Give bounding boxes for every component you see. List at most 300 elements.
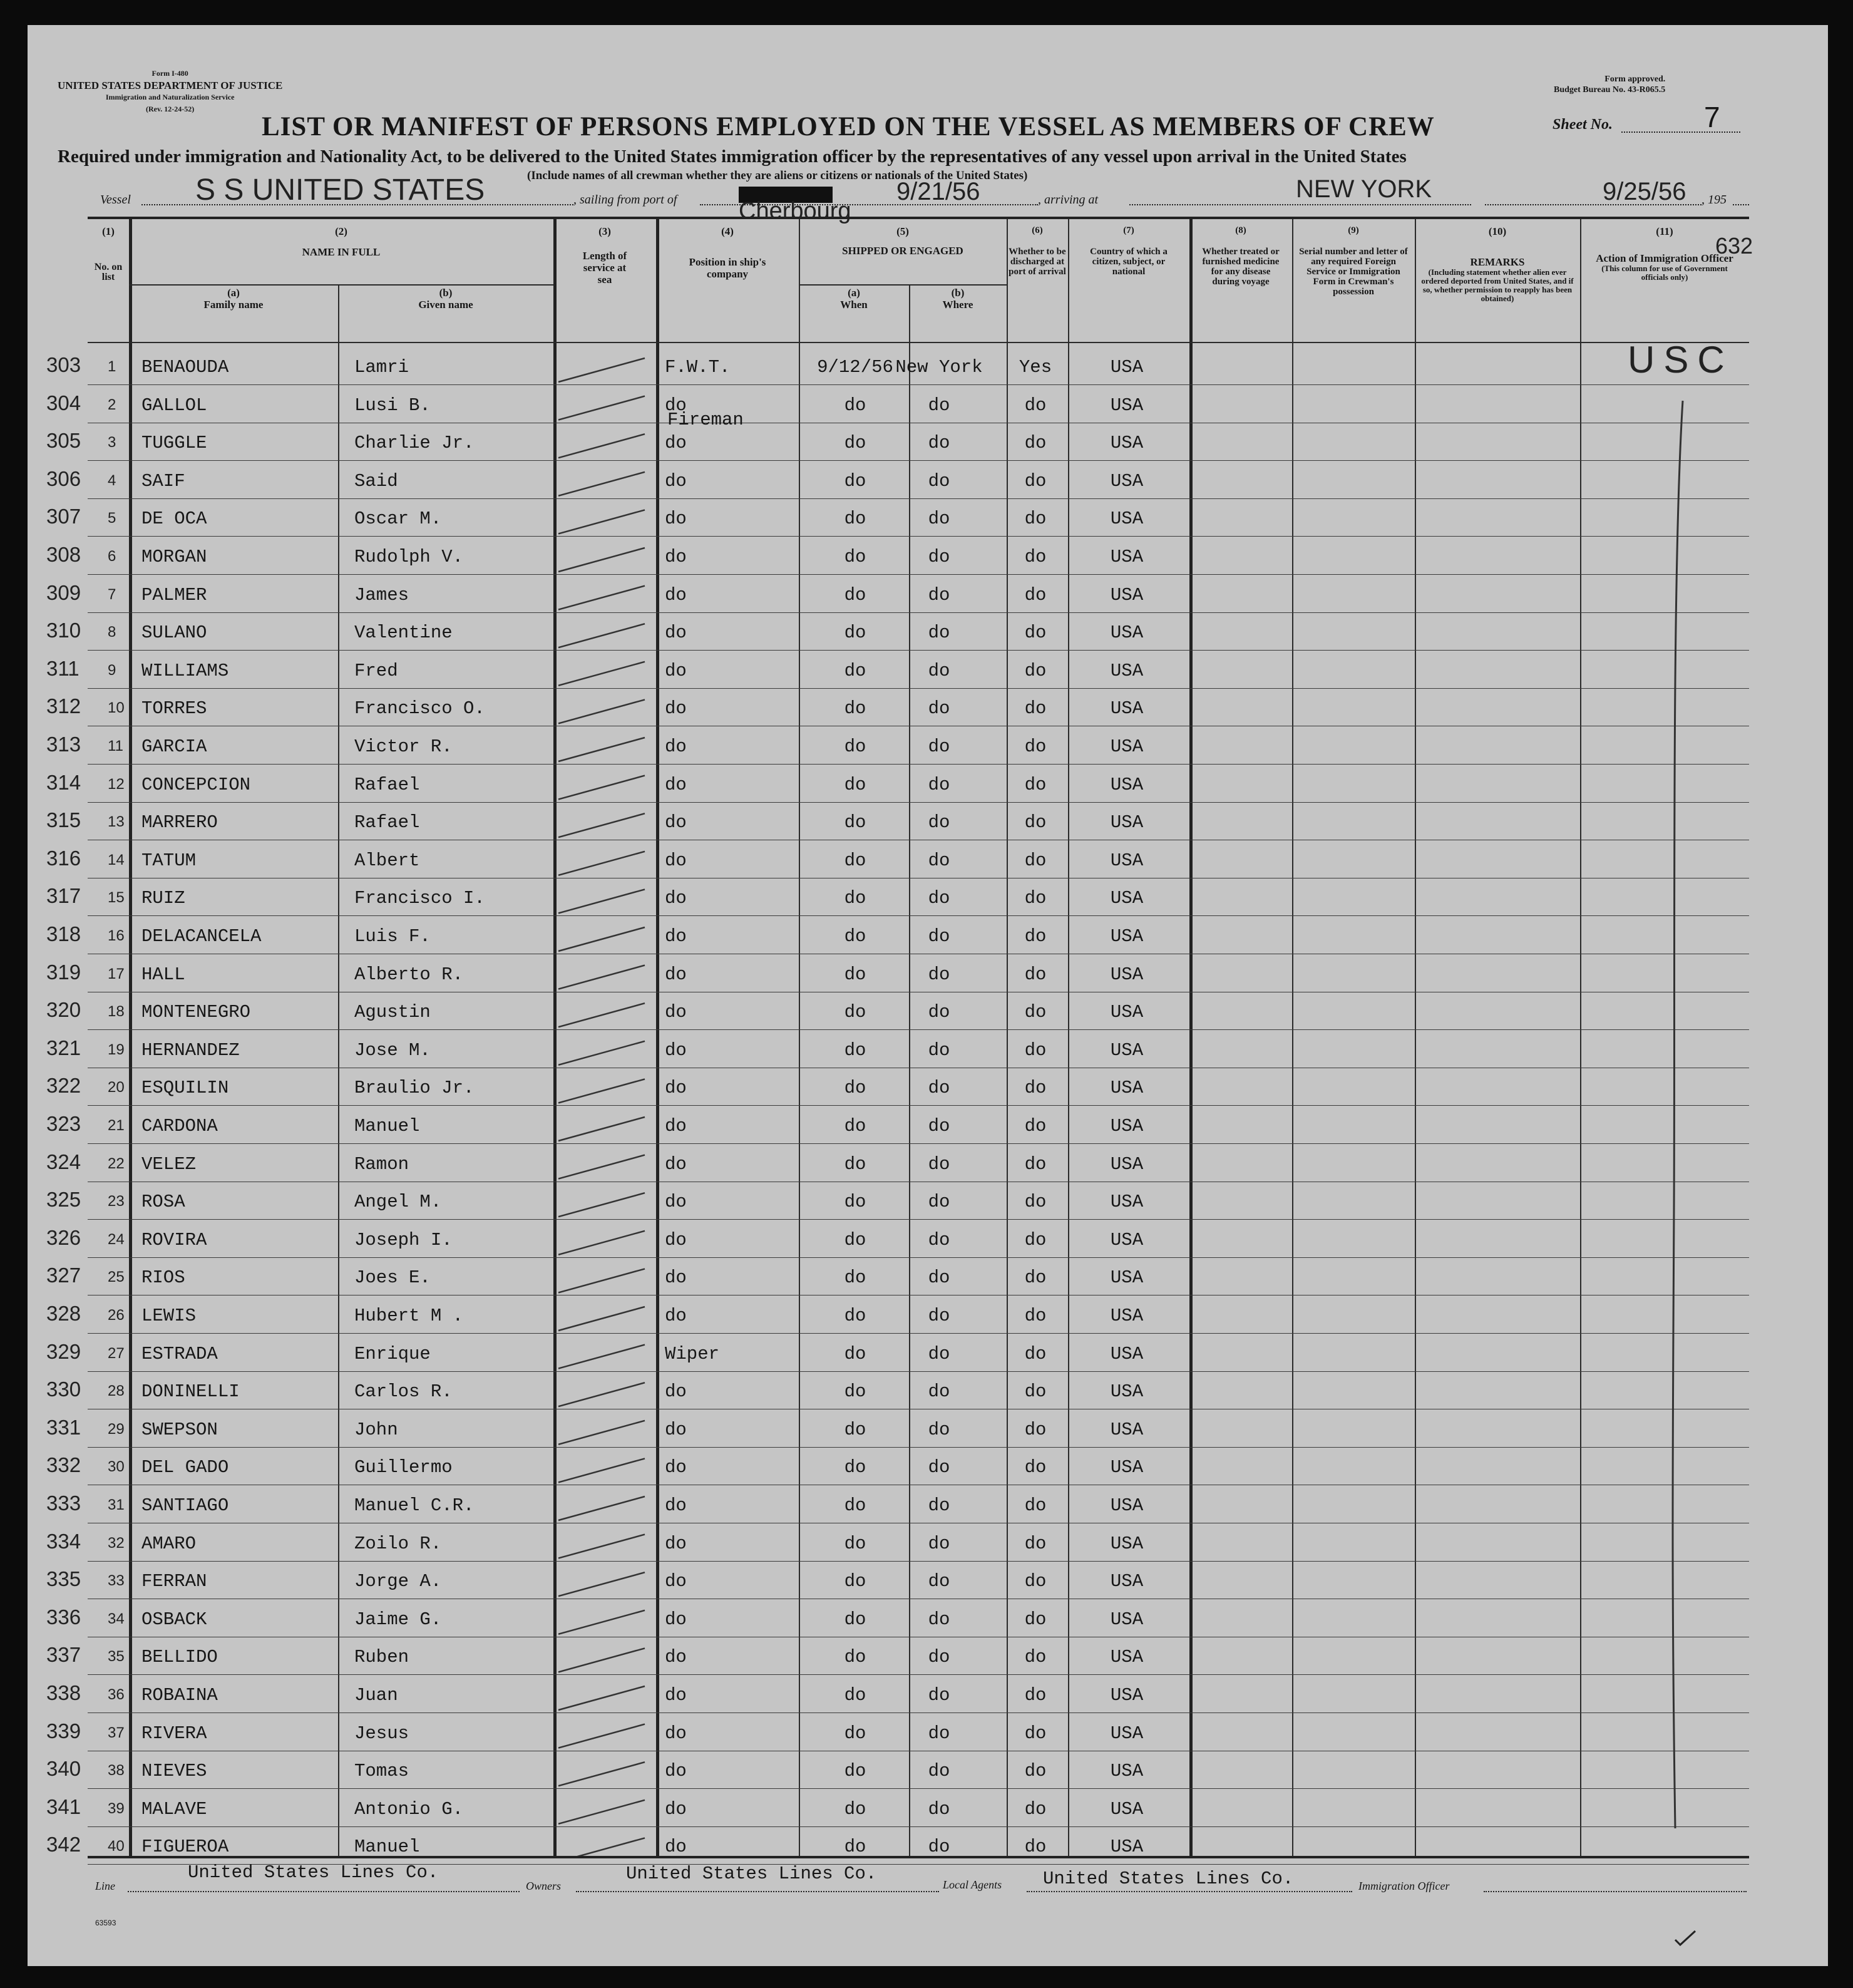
sheet-label: Sheet No. xyxy=(1553,116,1613,133)
print-code: 63593 xyxy=(95,1918,116,1927)
list-line-number: 19 xyxy=(108,1041,125,1058)
manifest-number: 314 xyxy=(46,770,81,794)
shipped-where: do xyxy=(928,1798,950,1820)
list-line-number: 32 xyxy=(108,1534,125,1552)
given-name: Manuel xyxy=(354,1116,420,1136)
list-line-number: 28 xyxy=(108,1383,125,1400)
given-name: Rudolph V. xyxy=(354,547,464,567)
manifest-number: 321 xyxy=(46,1036,81,1059)
owners-label: Owners xyxy=(526,1880,562,1892)
header-length-of-service: (3) Length of service at sea xyxy=(582,225,627,286)
shipped-when: do xyxy=(844,1723,866,1744)
shipped-when: do xyxy=(844,660,866,681)
shipped-when: do xyxy=(844,1419,866,1440)
list-line-number: 37 xyxy=(108,1724,125,1741)
manifest-number: 305 xyxy=(46,429,81,453)
discharged-flag: do xyxy=(1024,1685,1047,1706)
discharged-flag: do xyxy=(1024,1039,1047,1061)
country: USA xyxy=(1110,357,1144,378)
country: USA xyxy=(1110,1381,1144,1403)
shipped-where: do xyxy=(928,1343,950,1364)
ship-position: do xyxy=(665,1116,687,1136)
shipped-where: do xyxy=(928,1761,950,1782)
manifest-number: 308 xyxy=(46,543,81,566)
shipped-when: do xyxy=(844,1078,866,1099)
given-name: Lusi B. xyxy=(354,394,431,416)
given-name: Ramon xyxy=(354,1153,409,1175)
vessel-name: S S UNITED STATES xyxy=(195,173,485,207)
header-serial-number: (9) Serial number and letter of any required Foreign Service or Immigration Form in Crewman's possession xyxy=(1299,225,1408,297)
year-label: , 195 xyxy=(1702,193,1727,207)
shipped-when: do xyxy=(844,622,866,644)
approval-line: Form approved. xyxy=(1604,75,1666,84)
discharged-flag: do xyxy=(1024,622,1047,644)
list-line-number: 35 xyxy=(108,1648,125,1666)
family-name: GARCIA xyxy=(141,736,207,757)
discharged-flag: do xyxy=(1024,850,1047,871)
shipped-when: do xyxy=(844,888,866,909)
shipped-where: do xyxy=(928,1229,950,1250)
country: USA xyxy=(1110,850,1144,871)
discharged-flag: do xyxy=(1024,584,1047,605)
manifest-number: 331 xyxy=(46,1415,81,1439)
header-country: (7) Country of which a citizen, subject, or national xyxy=(1090,225,1168,277)
list-line-number: 31 xyxy=(108,1496,125,1513)
manifest-number: 340 xyxy=(46,1757,81,1781)
country: USA xyxy=(1110,1002,1144,1023)
country: USA xyxy=(1110,964,1144,985)
family-name: GALLOL xyxy=(141,394,207,416)
ship-position: do xyxy=(665,660,687,681)
manifest-number: 307 xyxy=(46,505,81,528)
given-name: Alberto R. xyxy=(354,964,464,985)
shipped-when: do xyxy=(844,1533,866,1554)
shipped-when: do xyxy=(844,1343,866,1364)
manifest-number: 339 xyxy=(46,1719,81,1743)
discharged-flag: do xyxy=(1024,1836,1047,1858)
country: USA xyxy=(1110,1457,1144,1478)
list-line-number: 22 xyxy=(108,1155,125,1172)
discharged-flag: do xyxy=(1024,698,1047,719)
subtitle: Required under immigration and Nationality Act, to be delivered to the United States immigration officer by the representatives of any vessel upon arrival in the United States xyxy=(58,147,1407,167)
arrival-port: NEW YORK xyxy=(1296,175,1432,203)
shipped-where: do xyxy=(928,1116,950,1136)
shipped-when: do xyxy=(844,1495,866,1516)
ship-position: do xyxy=(665,1836,687,1858)
given-name: Fred xyxy=(354,660,398,681)
country: USA xyxy=(1110,584,1144,605)
shipped-when: do xyxy=(844,926,866,947)
shipped-where: do xyxy=(928,433,950,454)
list-line-number: 8 xyxy=(108,624,116,641)
list-line-number: 5 xyxy=(108,510,116,527)
family-name: BENAOUDA xyxy=(141,357,229,378)
header-discharged: (6) Whether to be discharged at port of arrival xyxy=(1009,225,1066,277)
given-name: Lamri xyxy=(354,357,409,378)
ship-position: do xyxy=(665,1571,687,1592)
discharged-flag: do xyxy=(1024,1306,1047,1326)
vessel-label: Vessel xyxy=(100,193,131,207)
discharged-flag: do xyxy=(1024,1192,1047,1213)
list-line-number: 29 xyxy=(108,1420,125,1438)
family-name: DEL GADO xyxy=(141,1457,229,1478)
given-name: Angel M. xyxy=(354,1192,442,1213)
discharged-flag: do xyxy=(1024,888,1047,909)
country: USA xyxy=(1110,1533,1144,1554)
given-name: Juan xyxy=(354,1685,398,1706)
ship-position: do xyxy=(665,1798,687,1820)
family-name: NIEVES xyxy=(141,1761,207,1782)
officer-ditto-line xyxy=(1659,394,1690,1835)
header-family-name: (a) Family name xyxy=(203,287,264,311)
family-name: ROBAINA xyxy=(141,1685,218,1706)
country: USA xyxy=(1110,774,1144,795)
family-name: SULANO xyxy=(141,622,207,644)
given-name: Guillermo xyxy=(354,1457,453,1478)
shipped-when: do xyxy=(844,850,866,871)
ship-position: do xyxy=(665,508,687,530)
discharged-flag: do xyxy=(1024,1457,1047,1478)
country: USA xyxy=(1110,888,1144,909)
family-name: MALAVE xyxy=(141,1798,207,1820)
family-name: MONTENEGRO xyxy=(141,1002,251,1023)
ship-position: F.W.T. xyxy=(665,357,731,378)
shipped-when: do xyxy=(844,547,866,567)
manifest-number: 303 xyxy=(46,353,81,376)
header-position: (4) Position in ship's company xyxy=(689,225,766,280)
list-line-number: 39 xyxy=(108,1800,125,1817)
list-line-number: 30 xyxy=(108,1458,125,1476)
shipped-when: do xyxy=(844,1457,866,1478)
given-name: Tomas xyxy=(354,1761,409,1782)
arrival-date: 9/25/56 xyxy=(1603,178,1686,205)
subnote: (Include names of all crewman whether they are aliens or citizens or nationals of the United States) xyxy=(527,169,1028,182)
department-name: UNITED STATES DEPARTMENT OF JUSTICE xyxy=(58,80,283,91)
manifest-number: 312 xyxy=(46,694,81,718)
family-name: HALL xyxy=(141,964,185,985)
shipped-where: do xyxy=(928,1419,950,1440)
family-name: BELLIDO xyxy=(141,1647,218,1668)
ship-position: do xyxy=(665,964,687,985)
country: USA xyxy=(1110,1571,1144,1592)
shipped-where: do xyxy=(928,964,950,985)
shipped-where: do xyxy=(928,1723,950,1744)
family-name: DELACANCELA xyxy=(141,926,262,947)
list-line-number: 25 xyxy=(108,1269,125,1286)
given-name: Ruben xyxy=(354,1647,409,1668)
country: USA xyxy=(1110,736,1144,757)
ship-position: do xyxy=(665,1723,687,1744)
family-name: TORRES xyxy=(141,698,207,719)
family-name: TUGGLE xyxy=(141,433,207,454)
shipped-where: do xyxy=(928,470,950,492)
shipped-where: do xyxy=(928,1039,950,1061)
port-label: , sailing from port of xyxy=(573,193,677,207)
header-remarks: (10) REMARKS (Including statement whether alien ever ordered deported from United States, and if so, whether permission to reapply has been obtained) xyxy=(1421,225,1574,303)
given-name: Rafael xyxy=(354,774,420,795)
given-name: Jesus xyxy=(354,1723,409,1744)
ship-position: do xyxy=(665,1419,687,1440)
budget-bureau-line: Budget Bureau No. 43-R065.5 xyxy=(1554,85,1666,95)
given-name: Antonio G. xyxy=(354,1798,464,1820)
ship-position: do xyxy=(665,812,687,833)
shipped-where: do xyxy=(928,1609,950,1630)
shipped-where: do xyxy=(928,1192,950,1213)
family-name: MORGAN xyxy=(141,547,207,567)
family-name: RIVERA xyxy=(141,1723,207,1744)
shipped-where: do xyxy=(928,584,950,605)
shipped-when: do xyxy=(844,1153,866,1175)
manifest-number: 316 xyxy=(46,846,81,870)
shipped-where: do xyxy=(928,1381,950,1403)
page-stamp: 632 xyxy=(1715,233,1753,259)
country: USA xyxy=(1110,1192,1144,1213)
discharged-flag: do xyxy=(1024,660,1047,681)
given-name: Rafael xyxy=(354,812,420,833)
immigration-officer-label: Immigration Officer xyxy=(1358,1880,1450,1892)
given-name: Valentine xyxy=(354,622,453,644)
country: USA xyxy=(1110,394,1144,416)
header-list-number: (1) No. on list xyxy=(94,225,123,282)
shipped-when: do xyxy=(844,1798,866,1820)
list-line-number: 17 xyxy=(108,965,125,982)
family-name: ESTRADA xyxy=(141,1343,218,1364)
shipped-when: do xyxy=(844,1571,866,1592)
header-where: (b) Where xyxy=(942,287,973,311)
discharged-flag: do xyxy=(1024,1002,1047,1023)
service-name: Immigration and Naturalization Service xyxy=(105,93,235,101)
discharged-flag: do xyxy=(1024,926,1047,947)
discharged-flag: do xyxy=(1024,394,1047,416)
manifest-number: 315 xyxy=(46,808,81,832)
shipped-when: do xyxy=(844,584,866,605)
list-line-number: 6 xyxy=(108,548,116,565)
country: USA xyxy=(1110,812,1144,833)
country: USA xyxy=(1110,1267,1144,1289)
shipped-where: do xyxy=(928,736,950,757)
ship-position: do xyxy=(665,850,687,871)
ship-position: do xyxy=(665,1002,687,1023)
manifest-number: 328 xyxy=(46,1302,81,1325)
ship-position: do xyxy=(665,1192,687,1213)
list-line-number: 23 xyxy=(108,1193,125,1210)
manifest-number: 329 xyxy=(46,1339,81,1363)
list-line-number: 4 xyxy=(108,471,116,489)
family-name: TATUM xyxy=(141,850,197,871)
family-name: ROSA xyxy=(141,1192,185,1213)
shipped-where: do xyxy=(928,1457,950,1478)
departure-port: Cherbourg xyxy=(739,198,851,224)
ship-position: do xyxy=(665,926,687,947)
shipped-when: do xyxy=(844,1647,866,1668)
line-label: Line xyxy=(95,1880,116,1892)
shipped-when: do xyxy=(844,1685,866,1706)
family-name: CONCEPCION xyxy=(141,774,251,795)
shipped-when: do xyxy=(844,470,866,492)
ship-position: do xyxy=(665,1229,687,1250)
shipped-when: do xyxy=(844,1116,866,1136)
fireman-annotation: Fireman xyxy=(667,409,744,430)
page-title: LIST OR MANIFEST OF PERSONS EMPLOYED ON THE VESSEL AS MEMBERS OF CREW xyxy=(262,112,1435,142)
ship-position: Wiper xyxy=(665,1343,720,1364)
manifest-number: 330 xyxy=(46,1378,81,1401)
country: USA xyxy=(1110,698,1144,719)
discharged-flag: do xyxy=(1024,1153,1047,1175)
shipped-when: do xyxy=(844,698,866,719)
discharged-flag: do xyxy=(1024,1798,1047,1820)
country: USA xyxy=(1110,1419,1144,1440)
given-name: Jorge A. xyxy=(354,1571,442,1592)
ship-position: do xyxy=(665,1761,687,1782)
country: USA xyxy=(1110,1685,1144,1706)
sheet-number: 7 xyxy=(1704,101,1720,133)
manifest-number: 323 xyxy=(46,1112,81,1135)
header-given-name: (b) Given name xyxy=(418,287,473,311)
form-number: Form I-480 xyxy=(151,69,188,78)
manifest-number: 332 xyxy=(46,1453,81,1477)
discharged-flag: do xyxy=(1024,1343,1047,1364)
list-line-number: 15 xyxy=(108,889,125,907)
country: USA xyxy=(1110,1343,1144,1364)
manifest-number: 311 xyxy=(46,656,80,680)
list-line-number: 18 xyxy=(108,1003,125,1021)
shipped-where: do xyxy=(928,1836,950,1858)
ship-position: do xyxy=(665,584,687,605)
list-line-number: 40 xyxy=(108,1838,125,1855)
ship-position: do xyxy=(665,1609,687,1630)
list-line-number: 16 xyxy=(108,927,125,944)
given-name: Luis F. xyxy=(354,926,431,947)
list-line-number: 38 xyxy=(108,1762,125,1779)
manifest-number: 310 xyxy=(46,619,81,642)
manifest-number: 309 xyxy=(46,580,81,604)
shipped-where: do xyxy=(928,1306,950,1326)
list-line-number: 10 xyxy=(108,699,125,717)
country: USA xyxy=(1110,1153,1144,1175)
shipped-where: do xyxy=(928,1153,950,1175)
shipped-when: do xyxy=(844,812,866,833)
ship-position: do xyxy=(665,470,687,492)
shipped-where: do xyxy=(928,850,950,871)
given-name: Zoilo R. xyxy=(354,1533,442,1554)
manifest-number: 325 xyxy=(46,1188,81,1212)
manifest-number: 304 xyxy=(46,391,81,415)
discharged-flag: do xyxy=(1024,774,1047,795)
list-line-number: 24 xyxy=(108,1230,125,1248)
family-name: WILLIAMS xyxy=(141,660,229,681)
given-name: Manuel xyxy=(354,1836,420,1858)
manifest-number: 337 xyxy=(46,1643,81,1667)
list-line-number: 27 xyxy=(108,1344,125,1362)
list-line-number: 14 xyxy=(108,851,125,868)
discharged-flag: do xyxy=(1024,1647,1047,1668)
shipped-when: do xyxy=(844,508,866,530)
shipped-where: do xyxy=(928,1078,950,1099)
shipped-when: 9/12/56 xyxy=(817,357,893,378)
given-name: Jaime G. xyxy=(354,1609,442,1630)
shipped-where: do xyxy=(928,1495,950,1516)
family-name: SANTIAGO xyxy=(141,1495,229,1516)
shipped-when: do xyxy=(844,1002,866,1023)
family-name: HERNANDEZ xyxy=(141,1039,240,1061)
country: USA xyxy=(1110,622,1144,644)
family-name: VELEZ xyxy=(141,1153,197,1175)
manifest-number: 318 xyxy=(46,922,81,945)
ship-position: do xyxy=(665,394,687,416)
country: USA xyxy=(1110,1116,1144,1136)
discharged-flag: do xyxy=(1024,433,1047,454)
ship-position: do xyxy=(665,1078,687,1099)
family-name: DONINELLI xyxy=(141,1381,240,1403)
list-line-number: 9 xyxy=(108,661,116,679)
discharged-flag: do xyxy=(1024,470,1047,492)
discharged-flag: do xyxy=(1024,1078,1047,1099)
shipped-where: do xyxy=(928,812,950,833)
list-line-number: 7 xyxy=(108,585,116,603)
shipped-when: do xyxy=(844,1761,866,1782)
country: USA xyxy=(1110,508,1144,530)
shipped-when: do xyxy=(844,1267,866,1289)
country: USA xyxy=(1110,1836,1144,1858)
given-name: Manuel C.R. xyxy=(354,1495,475,1516)
country: USA xyxy=(1110,547,1144,567)
given-name: Joseph I. xyxy=(354,1229,453,1250)
discharged-flag: do xyxy=(1024,736,1047,757)
shipped-where: do xyxy=(928,1647,950,1668)
shipped-where: do xyxy=(928,1685,950,1706)
list-line-number: 36 xyxy=(108,1686,125,1703)
shipped-when: do xyxy=(844,1609,866,1630)
ship-position: do xyxy=(665,1267,687,1289)
manifest-number: 334 xyxy=(46,1529,81,1553)
discharged-flag: do xyxy=(1024,1229,1047,1250)
shipped-when: do xyxy=(844,1039,866,1061)
family-name: PALMER xyxy=(141,584,207,605)
country: USA xyxy=(1110,1078,1144,1099)
given-name: Charlie Jr. xyxy=(354,433,475,454)
given-name: Francisco I. xyxy=(354,888,485,909)
country: USA xyxy=(1110,1039,1144,1061)
given-name: Said xyxy=(354,470,398,492)
shipped-where: do xyxy=(928,698,950,719)
family-name: SWEPSON xyxy=(141,1419,218,1440)
shipped-when: do xyxy=(844,394,866,416)
shipped-when: do xyxy=(844,736,866,757)
manifest-number: 320 xyxy=(46,998,81,1022)
manifest-number: 333 xyxy=(46,1491,81,1515)
given-name: Enrique xyxy=(354,1343,431,1364)
family-name: FERRAN xyxy=(141,1571,207,1592)
ship-position: do xyxy=(665,888,687,909)
family-name: FIGUEROA xyxy=(141,1836,229,1858)
country: USA xyxy=(1110,1609,1144,1630)
manifest-number: 324 xyxy=(46,1150,81,1173)
ship-position: do xyxy=(665,1533,687,1554)
header-medicine: (8) Whether treated or furnished medicine for any disease during voyage xyxy=(1202,225,1280,287)
country: USA xyxy=(1110,1723,1144,1744)
manifest-number: 306 xyxy=(46,466,81,490)
shipped-where: do xyxy=(928,547,950,567)
country: USA xyxy=(1110,1798,1144,1820)
manifest-number: 341 xyxy=(46,1795,81,1818)
shipped-when: do xyxy=(844,1229,866,1250)
given-name: John xyxy=(354,1419,398,1440)
ship-position: do xyxy=(665,622,687,644)
given-name: Albert xyxy=(354,850,420,871)
ship-position: do xyxy=(665,1495,687,1516)
list-line-number: 3 xyxy=(108,434,116,451)
manifest-number: 327 xyxy=(46,1264,81,1287)
